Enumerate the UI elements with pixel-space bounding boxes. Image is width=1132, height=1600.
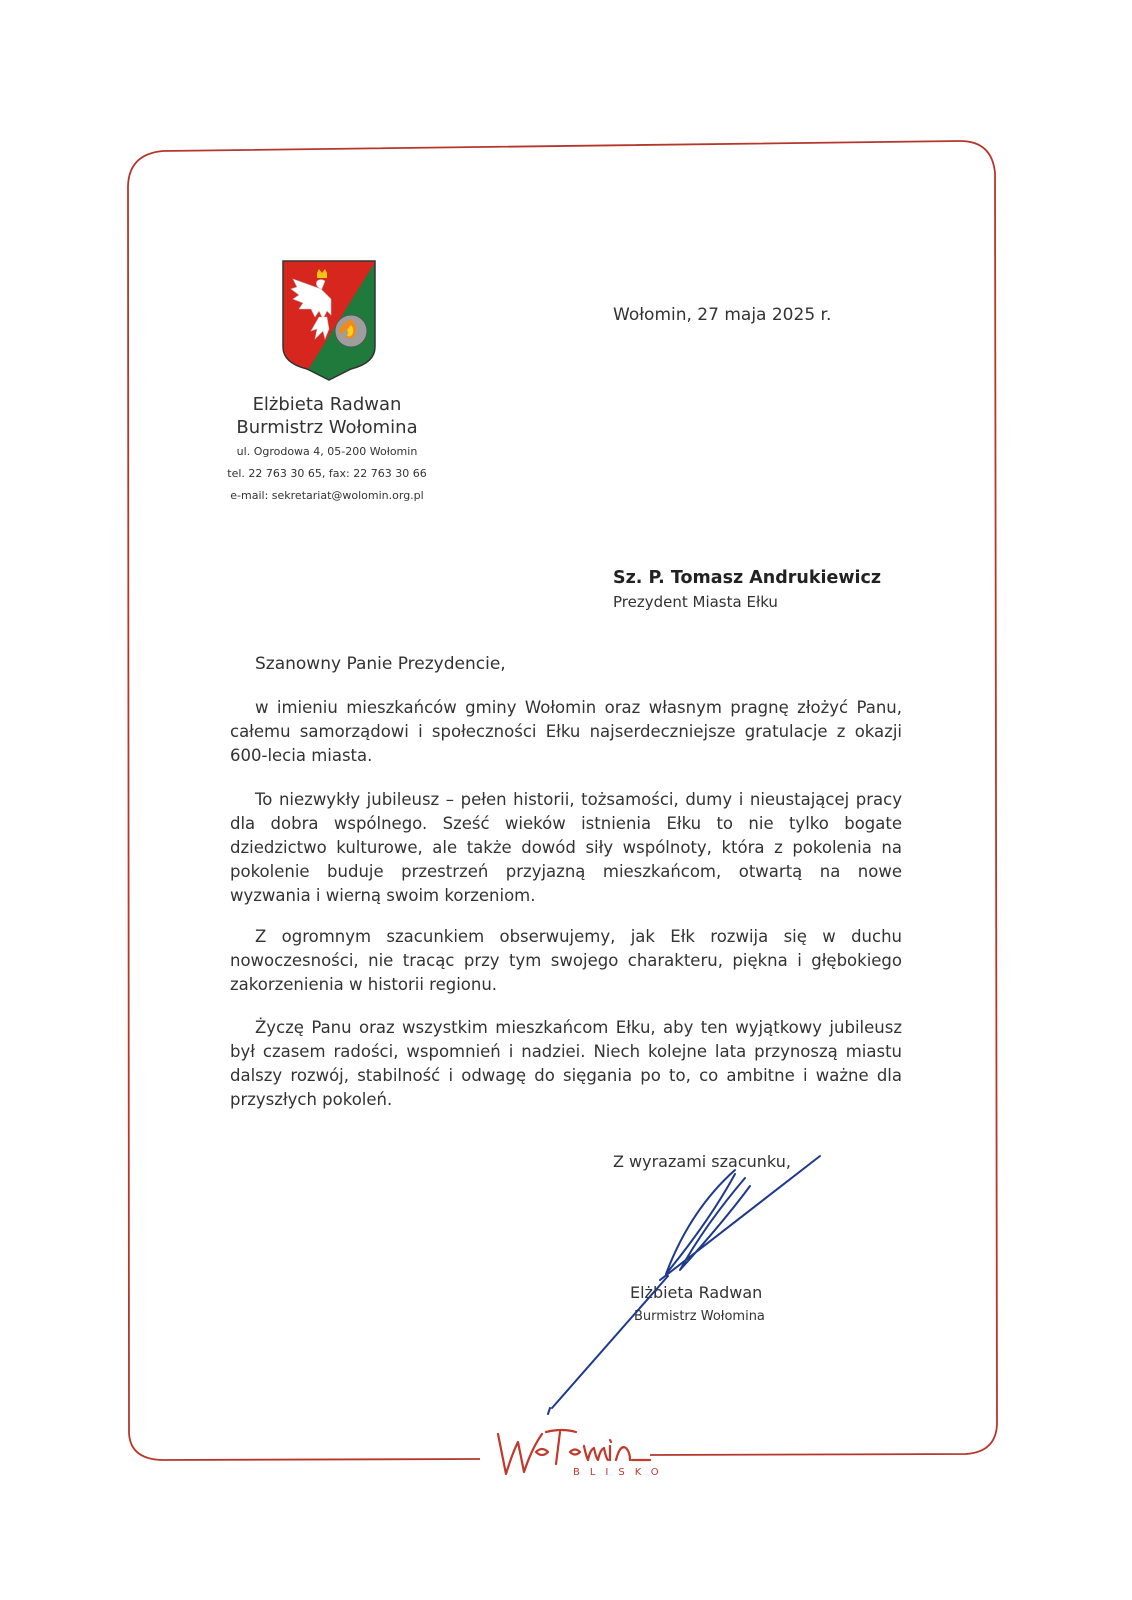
coat-of-arms-icon <box>281 259 377 381</box>
letter-paragraph-2: To niezwykły jubileusz – pełen historii, tożsamości, dumy i nieustającej pracy dla dobra wspólnego. Sześć wieków istnienia Ełku to nie tylko bogate dziedzictwo kulturowe, ale także dowód siły wspólnoty, która z pokolenia na pokolenie buduje przestrzeń przyjazną mieszkańcom, otwartą na nowe wyzwania i wierną swoim korzeniom. <box>230 790 902 905</box>
recipient-role: Prezydent Miasta Ełku <box>613 593 778 611</box>
signature-role: Burmistrz Wołomina <box>634 1309 765 1324</box>
letter-paragraph-1: w imieniu mieszkańców gminy Wołomin oraz własnym pragnę złożyć Panu, całemu samorządowi i społeczności Ełku najserdeczniejsze gratulacje z okazji 600-lecia miasta. <box>230 698 902 765</box>
footer-tagline: BLISKO <box>573 1467 669 1478</box>
letter-paragraph-4: Życzę Panu oraz wszystkim mieszkańcom Ełku, aby ten wyjątkowy jubileusz był czasem radości, wspomnień i nadziei. Niech kolejne lata przynoszą miastu dalszy rozwój, stabilność i odwagę do sięgania po to, co ambitne i ważne dla przyszłych pokoleń. <box>230 1018 902 1109</box>
closing-phrase: Z wyrazami szacunku, <box>613 1152 791 1171</box>
sender-name: Elżbieta Radwan <box>252 394 402 415</box>
letter-paragraph-3: Z ogromnym szacunkiem obserwujemy, jak Ełk rozwija się w duchu nowoczesności, nie tracąc przy tym swojego charakteru, piękna i głębokiego zakorzenienia w historii regionu. <box>230 927 902 994</box>
sender-address: ul. Ogrodowa 4, 05-200 Wołomin <box>236 445 418 458</box>
handwritten-signature-icon <box>540 1150 850 1420</box>
signature-name: Elżbieta Radwan <box>630 1283 763 1302</box>
salutation: Szanowny Panie Prezydencie, <box>255 654 506 674</box>
letter-date: Wołomin, 27 maja 2025 r. <box>613 305 832 325</box>
sender-role: Burmistrz Wołomina <box>236 417 418 438</box>
recipient-name: Sz. P. Tomasz Andrukiewicz <box>613 568 882 588</box>
recipient-block <box>613 565 881 613</box>
sender-phone-fax: tel. 22 763 30 65, fax: 22 763 30 66 <box>227 467 427 480</box>
sender-block <box>222 393 432 507</box>
sender-email: e-mail: sekretariat@wolomin.org.pl <box>230 489 424 502</box>
